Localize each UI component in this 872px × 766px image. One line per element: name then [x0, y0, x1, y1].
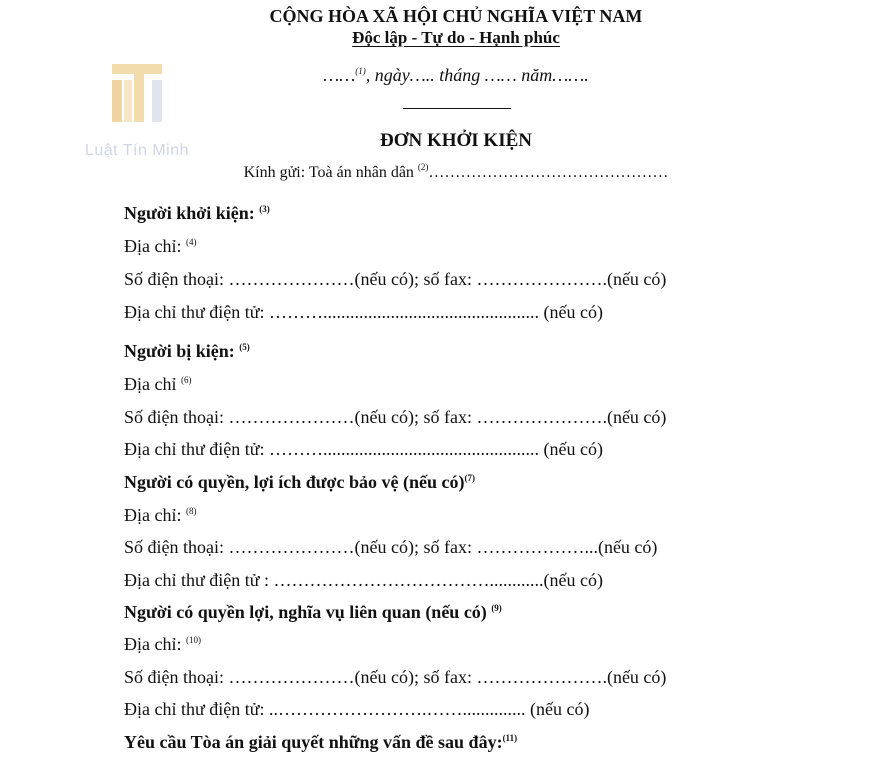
- defendant-email: Địa chỉ thư điện tử: ………................................................ (nếu có): [124, 439, 603, 459]
- footnote-ref: (6): [180, 375, 192, 385]
- related-party-heading: [124, 602, 502, 623]
- defendant-phone: Số điện thoại: …………………(nếu có); số fax: ………………….(nếu có): [124, 407, 667, 427]
- protected-party-phone: Số điện thoại: …………………(nếu có); số fax: ………………...(nếu có): [124, 537, 658, 557]
- header-divider: [403, 108, 511, 109]
- address-label: Địa chỉ:: [124, 634, 186, 654]
- related-party-phone: Số điện thoại: …………………(nếu có); số fax: ………………….(nếu có): [124, 667, 667, 687]
- defendant-heading-text: Người bị kiện:: [124, 341, 235, 361]
- plaintiff-heading: [124, 203, 270, 224]
- footnote-ref: (2): [417, 162, 429, 172]
- plaintiff-heading-text: Người khởi kiện:: [124, 203, 255, 223]
- footnote-ref: (10): [185, 635, 201, 645]
- date-blank: , ngày….. tháng …… năm…….: [365, 65, 589, 85]
- nation-heading: CỘNG HÒA XÃ HỘI CHỦ NGHĨA VIỆT NAM: [269, 6, 643, 26]
- place-blank: ……: [323, 65, 356, 85]
- recipient-blank: ………………………………………: [428, 164, 669, 181]
- motto-text: Độc lập - Tự do - Hạnh phúc: [352, 28, 560, 47]
- protected-party-email: Địa chỉ thư điện tử : ………………………………............(nếu có): [124, 570, 603, 590]
- plaintiff-address: [124, 236, 196, 257]
- recipient-line: [20, 164, 872, 182]
- footnote-ref: (1): [355, 66, 366, 76]
- footnote-ref: (9): [491, 603, 502, 613]
- related-party-email: Địa chỉ thư điện tử: ..…………………….…….............. (nếu có): [124, 699, 590, 719]
- plaintiff-email: Địa chỉ thư điện tử: ………................................................ (nếu có): [124, 302, 603, 322]
- watermark-brand-text: Luật Tín Minh: [84, 142, 190, 159]
- address-label: Địa chỉ: [124, 374, 181, 394]
- footnote-ref: (4): [185, 237, 197, 247]
- motto: [20, 28, 872, 48]
- footnote-ref: (3): [259, 204, 270, 214]
- footnote-ref: (5): [239, 342, 250, 352]
- protected-party-address: [124, 505, 196, 526]
- footnote-ref: (7): [464, 473, 476, 483]
- footnote-ref: (8): [185, 506, 197, 516]
- footnote-ref: (11): [502, 733, 518, 743]
- document-title: ĐƠN KHỞI KIỆN: [379, 130, 533, 151]
- address-label: Địa chỉ:: [124, 236, 186, 256]
- requests-heading: [124, 732, 517, 753]
- protected-party-heading: [124, 472, 475, 493]
- recipient-text: Kính gửi: Toà án nhân dân: [243, 164, 418, 181]
- address-label: Địa chỉ:: [124, 505, 186, 525]
- defendant-heading: [124, 341, 250, 362]
- related-party-heading-text: Người có quyền lợi, nghĩa vụ liên quan (nếu có): [124, 602, 492, 622]
- requests-heading-text: Yêu cầu Tòa án giải quyết những vấn đề sau đây:: [124, 732, 503, 752]
- protected-party-heading-text: Người có quyền, lợi ích được bảo vệ (nếu có): [124, 472, 465, 492]
- plaintiff-phone: Số điện thoại: …………………(nếu có); số fax: ………………….(nếu có): [124, 269, 667, 289]
- place-date-line: [20, 65, 872, 86]
- defendant-address: [124, 374, 191, 395]
- related-party-address: [124, 634, 201, 655]
